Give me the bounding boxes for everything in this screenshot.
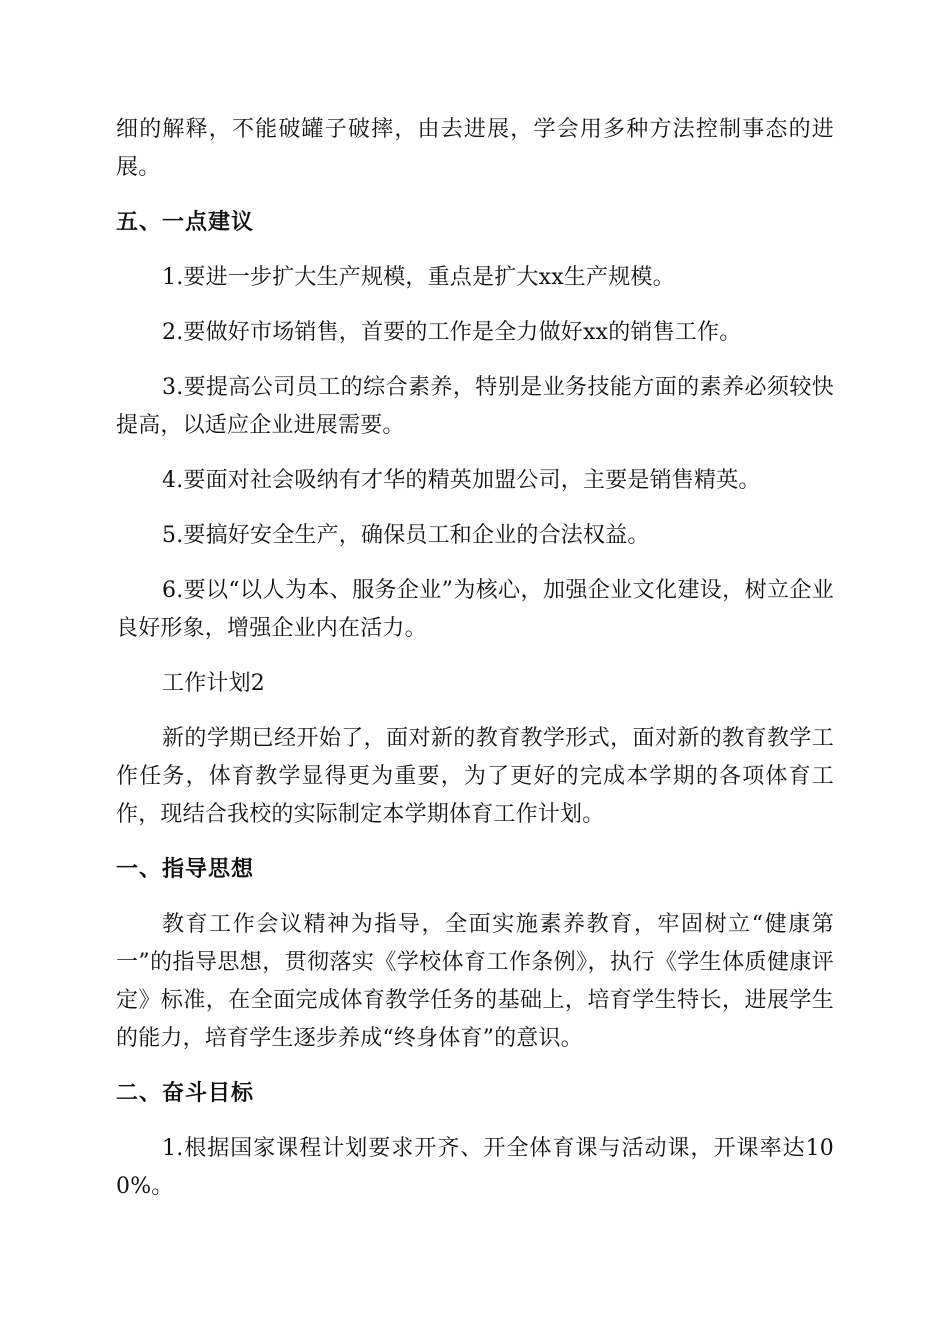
goal-item: 1.根据国家课程计划要求开齐、开全体育课与活动课，开课率达100%。 <box>116 1136 834 1199</box>
plan-intro-paragraph: 新的学期已经开始了，面对新的教育教学形式，面对新的教育教学工作任务，体育教学显得更为重要，为了更好的完成本学期的各项体育工作，现结合我校的实际制定本学期体育工作计划。 <box>116 726 834 827</box>
intro-paragraph: 细的解释，不能破罐子破摔，由去进展，学会用多种方法控制事态的进展。 <box>116 117 834 180</box>
section-heading-guiding-thought: 一、指导思想 <box>116 857 255 882</box>
document-body <box>116 111 834 1206</box>
suggestion-item: 1.要进一步扩大生产规模，重点是扩大xx生产规模。 <box>162 265 675 290</box>
suggestion-item: 2.要做好市场销售，首要的工作是全力做好xx的销售工作。 <box>162 320 742 345</box>
guiding-thought-paragraph: 教育工作会议精神为指导，全面实施素养教育，牢固树立“健康第一”的指导思想，贯彻落实《学校体育工作条例》，执行《学生体质健康评定》标准，在全面完成体育教学任务的基础上，培育学生特长，进展学生的能力，培育学生逐步养成“终身体育”的意识。 <box>116 912 834 1051</box>
plan-title: 工作计划2 <box>162 671 265 696</box>
suggestion-item: 5.要搞好安全生产，确保员工和企业的合法权益。 <box>162 523 650 548</box>
suggestion-item: 4.要面对社会吸纳有才华的精英加盟公司，主要是销售精英。 <box>162 468 761 493</box>
suggestion-item: 3.要提高公司员工的综合素养，特别是业务技能方面的素养必须较快提高，以适应企业进展需要。 <box>116 375 834 438</box>
section-heading-goals: 二、奋斗目标 <box>116 1081 255 1106</box>
suggestion-item: 6.要以“以人为本、服务企业”为核心，加强企业文化建设，树立企业良好形象，增强企业内在活力。 <box>116 578 834 641</box>
section-heading-suggestions: 五、一点建议 <box>116 210 255 235</box>
